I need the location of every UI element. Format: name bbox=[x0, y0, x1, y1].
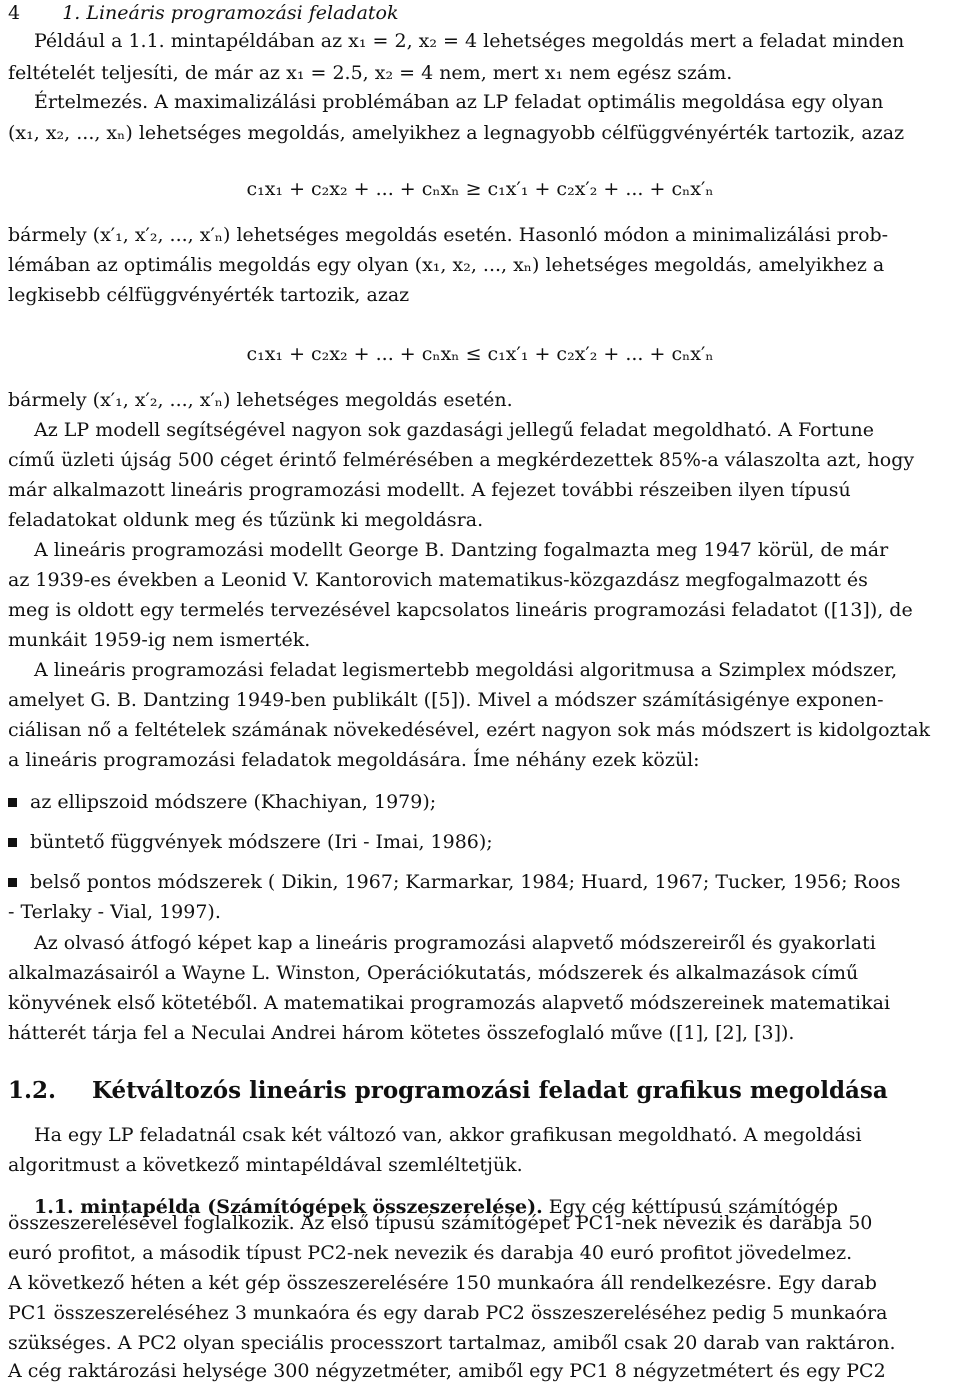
text-line: Az olvasó átfogó képet kap a lineáris programozási alapvető módszereiről és gyakorlati bbox=[34, 932, 876, 954]
text-line: Az LP modell segítségével nagyon sok gazdasági jellegű feladat megoldható. A Fortune bbox=[34, 419, 874, 441]
section-title: Kétváltozós lineáris programozási feladat grafikus megoldása bbox=[92, 1077, 888, 1104]
bullet-item: - Terlaky - Vial, 1997). bbox=[8, 901, 221, 923]
text-line: összeszerelésével foglalkozik. Az első típusú számítógépet PC1-nek nevezik és darabja 50 bbox=[8, 1212, 873, 1234]
text-line: című üzleti újság 500 céget érintő felmérésében a megkérdezettek 85%-a válaszolta azt, hogy bbox=[8, 449, 915, 471]
bullet-item: büntető függvények módszere (Iri - Imai, 1986); bbox=[30, 831, 493, 853]
bullet-icon bbox=[8, 838, 17, 847]
section-heading bbox=[8, 1078, 888, 1104]
bullet-icon bbox=[8, 798, 17, 807]
bullet-item: az ellipszoid módszere (Khachiyan, 1979); bbox=[30, 791, 437, 813]
text-line: feladatokat oldunk meg és tűzünk ki megoldásra. bbox=[8, 509, 484, 531]
text-line: a lineáris programozási feladatok megoldására. Íme néhány ezek közül: bbox=[8, 749, 700, 771]
text-line: Értelmezés. A maximalizálási problémában az LP feladat optimális megoldása egy olyan bbox=[34, 91, 884, 113]
bullet-item: belső pontos módszerek ( Dikin, 1967; Karmarkar, 1984; Huard, 1967; Tucker, 1956; Roos bbox=[30, 871, 901, 893]
text-line: amelyet G. B. Dantzing 1949-ben publikált ([5]). Mivel a módszer számításigénye exponen- bbox=[8, 689, 884, 711]
text-line: már alkalmazott lineáris programozási modellt. A fejezet további részeiben ilyen típusú bbox=[8, 479, 851, 501]
text-line: meg is oldott egy termelés tervezésével kapcsolatos lineáris programozási feladatot ([13]), de bbox=[8, 599, 913, 621]
text-line: Ha egy LP feladatnál csak két változó van, akkor grafikusan megoldható. A megoldási bbox=[34, 1124, 862, 1146]
text-line: legkisebb célfüggvényérték tartozik, azaz bbox=[8, 284, 410, 306]
text-line: Például a 1.1. mintapéldában az x₁ = 2, x₂ = 4 lehetséges megoldás mert a feladat minden bbox=[34, 30, 905, 52]
formula-line: c₁x₁ + c₂x₂ + ... + cₙxₙ ≤ c₁x′₁ + c₂x′₂ + ... + cₙx′ₙ bbox=[246, 343, 714, 365]
text-line: lémában az optimális megoldás egy olyan (x₁, x₂, ..., xₙ) lehetséges megoldás, amelyikhez a bbox=[8, 254, 885, 276]
text-line: az 1939-es években a Leonid V. Kantorovich matematikus-közgazdász megfogalmazott és bbox=[8, 569, 868, 591]
running-title: 1. Lineáris programozási feladatok bbox=[62, 2, 399, 24]
text-line: ciálisan nő a feltételek számának növekedésével, ezért nagyon sok más módszert is kidolgoztak bbox=[8, 719, 931, 741]
text-line: algoritmust a következő mintapéldával szemléltetjük. bbox=[8, 1154, 523, 1176]
formula-line: c₁x₁ + c₂x₂ + ... + cₙxₙ ≥ c₁x′₁ + c₂x′₂ + ... + cₙx′ₙ bbox=[246, 178, 714, 200]
section-number: 1.2. bbox=[8, 1077, 57, 1104]
text-line: euró profitot, a második típust PC2-nek nevezik és darabja 40 euró profitot jövedelmez. bbox=[8, 1242, 853, 1264]
text-line: A cég raktározási helysége 300 négyzetméter, amiből egy PC1 8 négyzetmétert és egy PC2 bbox=[8, 1360, 886, 1382]
text-line: könyvének első kötetéből. A matematikai programozás alapvető módszereinek matematikai bbox=[8, 992, 891, 1014]
bullet-icon bbox=[8, 878, 17, 887]
text-line: bármely (x′₁, x′₂, ..., x′ₙ) lehetséges megoldás esetén. Hasonló módon a minimalizálási prob- bbox=[8, 224, 889, 246]
text-line: A lineáris programozási modellt George B. Dantzing fogalmazta meg 1947 körül, de már bbox=[34, 539, 889, 561]
text-line: A következő héten a két gép összeszerelésére 150 munkaóra áll rendelkezésre. Egy darab bbox=[8, 1272, 877, 1294]
text-line: hátterét tárja fel a Neculai Andrei három kötetes összefoglaló műve ([1], [2], [3]). bbox=[8, 1022, 795, 1044]
text-line: bármely (x′₁, x′₂, ..., x′ₙ) lehetséges megoldás esetén. bbox=[8, 389, 513, 411]
text-line: feltételét teljesíti, de már az x₁ = 2.5, x₂ = 4 nem, mert x₁ nem egész szám. bbox=[8, 62, 733, 84]
page-header bbox=[8, 0, 398, 26]
text-line: alkalmazásairól a Wayne L. Winston, Operációkutatás, módszerek és alkalmazások című bbox=[8, 962, 859, 984]
text-line: PC1 összeszereléséhez 3 munkaóra és egy darab PC2 összeszereléséhez pedig 5 munkaóra bbox=[8, 1302, 888, 1324]
example-label: 1.1. mintapélda (Számítógépek összeszerelése). bbox=[34, 1196, 543, 1218]
text-line: szükséges. A PC2 olyan speciális processzort tartalmaz, amiből csak 20 darab van raktáron. bbox=[8, 1332, 896, 1354]
example-text: Egy cég kéttípusú számítógép bbox=[542, 1196, 839, 1218]
text-line: A lineáris programozási feladat legismertebb megoldási algoritmusa a Szimplex módszer, bbox=[34, 659, 898, 681]
text-line: munkáit 1959-ig nem ismerték. bbox=[8, 629, 311, 651]
page-number: 4 bbox=[8, 2, 21, 24]
text-line: (x₁, x₂, ..., xₙ) lehetséges megoldás, amelyikhez a legnagyobb célfüggvényérték tartozik, azaz bbox=[8, 122, 905, 144]
